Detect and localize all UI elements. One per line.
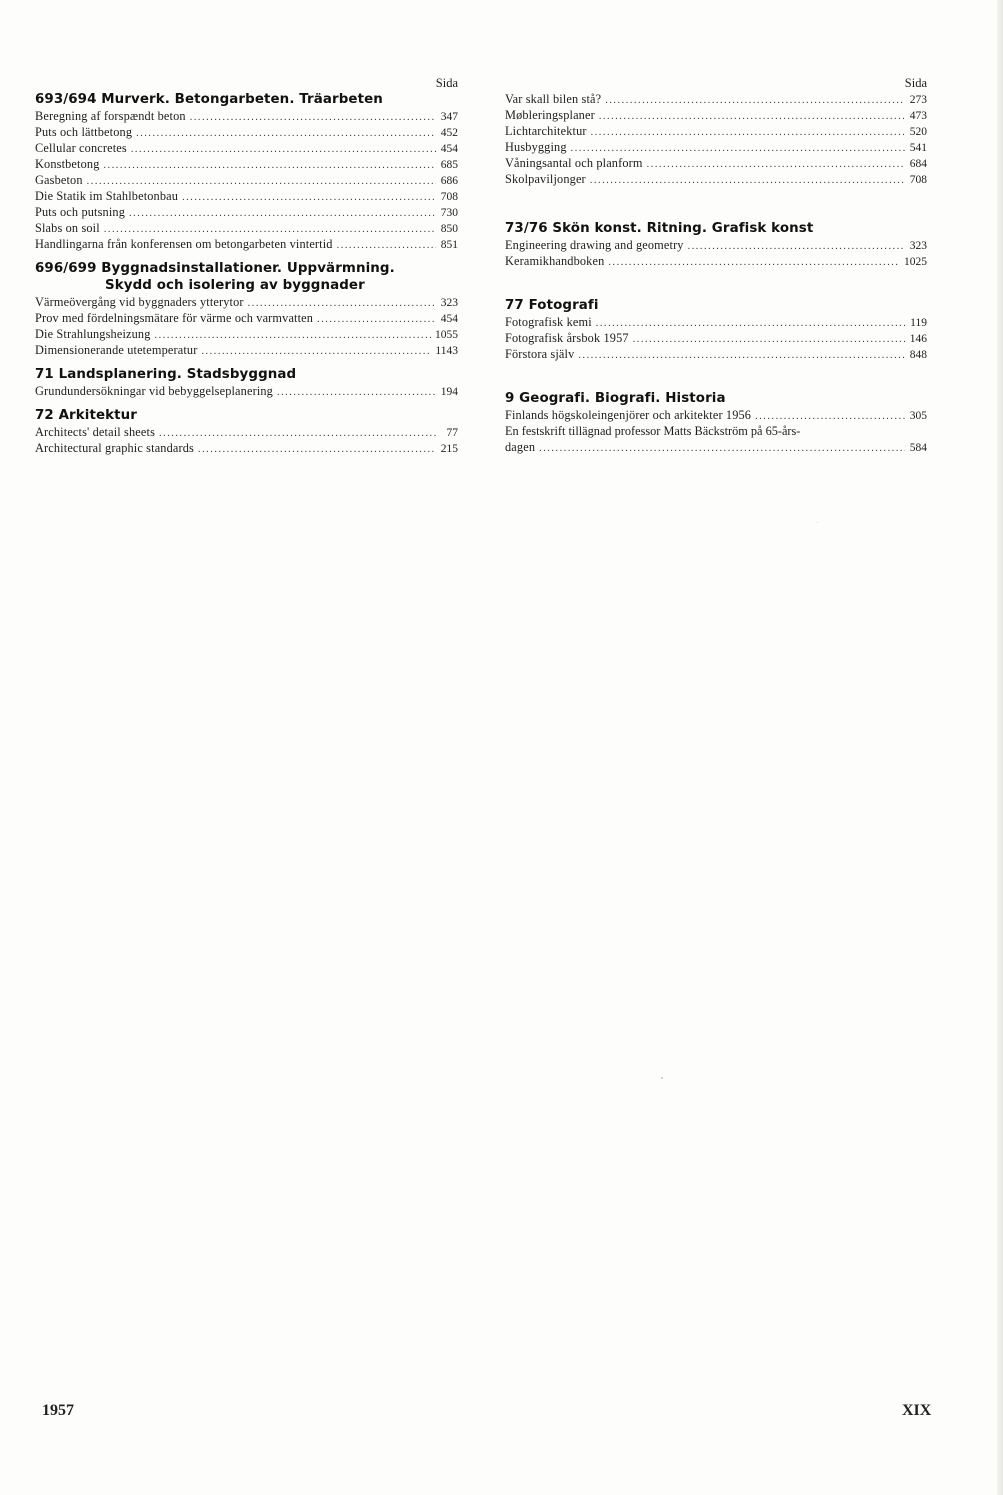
entry-page: 520 bbox=[909, 126, 927, 138]
list-item bbox=[35, 236, 458, 252]
section-heading: 693/694 Murverk. Betongarbeten. Träarbeten bbox=[35, 92, 383, 107]
entry-page: 305 bbox=[909, 410, 927, 422]
paper-speck bbox=[661, 1077, 663, 1079]
spacer bbox=[505, 362, 927, 390]
list-item bbox=[35, 188, 458, 204]
entry-page: 323 bbox=[440, 297, 458, 309]
sida-label: Sida bbox=[435, 76, 458, 90]
heading-line-2: Skydd och isolering av byggnader bbox=[105, 278, 365, 293]
entry-title: Handlingarna från konferensen om betongarbeten vintertid bbox=[35, 237, 333, 251]
list-item bbox=[35, 424, 458, 440]
dot-leader bbox=[87, 174, 436, 188]
entry-title: Konstbetong bbox=[35, 157, 100, 171]
section-77 bbox=[505, 297, 927, 362]
entry-title: Fotografisk årsbok 1957 bbox=[505, 331, 629, 345]
dot-leader bbox=[599, 109, 905, 123]
dot-leader bbox=[688, 239, 905, 253]
entry-title: Puts och putsning bbox=[35, 205, 126, 219]
entry-continuation bbox=[505, 439, 927, 457]
list-item bbox=[505, 346, 927, 362]
section-71 bbox=[35, 366, 458, 399]
paper-speck bbox=[817, 522, 818, 523]
entry-page: 848 bbox=[909, 349, 927, 361]
entry-title: Slabs on soil bbox=[35, 221, 100, 235]
list-item bbox=[35, 108, 458, 124]
entry-page: 684 bbox=[909, 158, 927, 170]
entry-title: Die Strahlungsheizung bbox=[35, 327, 151, 341]
list-item bbox=[35, 294, 458, 310]
list-item bbox=[35, 124, 458, 140]
entry-title: Förstora själv bbox=[505, 347, 575, 361]
list-item bbox=[35, 204, 458, 220]
entry-page: 473 bbox=[909, 110, 927, 122]
dot-leader bbox=[578, 348, 905, 362]
dot-leader bbox=[539, 441, 905, 457]
dot-leader bbox=[155, 328, 431, 342]
section-heading: 72 Arkitektur bbox=[35, 408, 137, 423]
list-item bbox=[505, 423, 927, 457]
section-693-694 bbox=[35, 91, 458, 252]
entry-page: 454 bbox=[440, 143, 458, 155]
section-9 bbox=[505, 390, 927, 457]
dot-leader bbox=[198, 442, 436, 456]
entry-page: 1143 bbox=[435, 345, 458, 357]
entry-page: 1025 bbox=[904, 256, 927, 268]
dot-leader bbox=[248, 296, 436, 310]
entry-title: Var skall bilen stå? bbox=[505, 92, 602, 106]
section-72 bbox=[35, 407, 458, 456]
dot-leader bbox=[131, 142, 436, 156]
entry-page: 323 bbox=[909, 240, 927, 252]
entry-page: 850 bbox=[440, 223, 458, 235]
list-item bbox=[505, 155, 927, 171]
entry-page: 347 bbox=[440, 111, 458, 123]
sida-label: Sida bbox=[904, 76, 927, 90]
list-item bbox=[35, 342, 458, 358]
entry-title-line-1: En festskrift tillägnad professor Matts Bäckström på 65-års- bbox=[505, 424, 801, 438]
entry-page: 273 bbox=[909, 94, 927, 106]
spacer bbox=[505, 187, 927, 220]
list-item bbox=[505, 139, 927, 155]
left-column bbox=[35, 76, 458, 456]
section-heading: 9 Geografi. Biografi. Historia bbox=[505, 391, 726, 406]
list-item bbox=[35, 172, 458, 188]
dot-leader bbox=[755, 409, 905, 423]
entry-page: 708 bbox=[909, 174, 927, 186]
list-item bbox=[505, 123, 927, 139]
entry-title: Die Statik im Stahlbetonbau bbox=[35, 189, 179, 203]
dot-leader bbox=[104, 158, 437, 172]
entry-page: 146 bbox=[909, 333, 927, 345]
section-continued bbox=[505, 91, 927, 187]
entry-title-line-2: dagen bbox=[505, 440, 536, 454]
entry-page: 119 bbox=[910, 317, 927, 329]
entry-page: 194 bbox=[440, 386, 458, 398]
section-heading: 71 Landsplanering. Stadsbyggnad bbox=[35, 367, 297, 382]
dot-leader bbox=[277, 385, 436, 399]
right-column bbox=[505, 76, 927, 457]
entry-page: 584 bbox=[909, 442, 927, 454]
entry-title: Fotografisk kemi bbox=[505, 315, 592, 329]
entry-title: Finlands högskoleingenjörer och arkitekter 1956 bbox=[505, 408, 752, 422]
entry-title: Skolpaviljonger bbox=[505, 172, 586, 186]
entry-title: Engineering drawing and geometry bbox=[505, 238, 684, 252]
list-item bbox=[35, 326, 458, 342]
entry-title: Møbleringsplaner bbox=[505, 108, 595, 122]
dot-leader bbox=[129, 206, 436, 220]
dot-leader bbox=[591, 125, 905, 139]
section-heading bbox=[35, 260, 458, 294]
list-item bbox=[35, 156, 458, 172]
dot-leader bbox=[182, 190, 436, 204]
dot-leader bbox=[596, 316, 905, 330]
section-heading: 77 Fotografi bbox=[505, 298, 599, 313]
spacer bbox=[35, 358, 458, 366]
dot-leader bbox=[337, 238, 436, 252]
entry-page: 541 bbox=[909, 142, 927, 154]
entry-page: 215 bbox=[440, 443, 458, 455]
dot-leader bbox=[136, 126, 436, 140]
dot-leader bbox=[647, 157, 905, 171]
dot-leader bbox=[104, 222, 436, 236]
list-item bbox=[505, 330, 927, 346]
entry-page: 1055 bbox=[435, 329, 458, 341]
entry-title: Lichtarchitektur bbox=[505, 124, 587, 138]
list-item bbox=[505, 253, 927, 269]
list-item bbox=[505, 91, 927, 107]
entry-title: Puts och lättbetong bbox=[35, 125, 133, 139]
entry-title: Architectural graphic standards bbox=[35, 441, 194, 455]
list-item bbox=[35, 220, 458, 236]
dot-leader bbox=[190, 110, 436, 124]
entry-page: 454 bbox=[440, 313, 458, 325]
entry-page: 708 bbox=[440, 191, 458, 203]
entry-page: 730 bbox=[440, 207, 458, 219]
entry-page: 77 bbox=[446, 427, 458, 439]
dot-leader bbox=[633, 332, 905, 346]
entry-title: Beregning af forspændt beton bbox=[35, 109, 186, 123]
list-item bbox=[505, 237, 927, 253]
footer-year: 1957 bbox=[42, 1402, 74, 1419]
entry-title: Gasbeton bbox=[35, 173, 83, 187]
section-73-76 bbox=[505, 220, 927, 269]
dot-leader bbox=[590, 173, 905, 187]
section-696-699 bbox=[35, 260, 458, 358]
list-item bbox=[505, 107, 927, 123]
dot-leader bbox=[571, 141, 905, 155]
list-item bbox=[35, 383, 458, 399]
entry-page: 686 bbox=[440, 175, 458, 187]
entry-title: Keramikhandboken bbox=[505, 254, 605, 268]
footer-page-numeral: XIX bbox=[902, 1402, 932, 1419]
entry-title: Prov med fördelningsmätare för värme och varmvatten bbox=[35, 311, 314, 325]
entry-title: Architects' detail sheets bbox=[35, 425, 156, 439]
list-item bbox=[505, 171, 927, 187]
entry-page: 685 bbox=[440, 159, 458, 171]
section-heading: 73/76 Skön konst. Ritning. Grafisk konst bbox=[505, 221, 814, 236]
spacer bbox=[35, 252, 458, 260]
list-item bbox=[35, 440, 458, 456]
heading-line-1: 696/699 Byggnadsinstallationer. Uppvärmning. bbox=[35, 261, 395, 276]
dot-leader bbox=[608, 255, 900, 269]
entry-page: 851 bbox=[440, 239, 458, 251]
entry-page: 452 bbox=[440, 127, 458, 139]
entry-title: Dimensionerande utetemperatur bbox=[35, 343, 198, 357]
dot-leader bbox=[159, 426, 436, 440]
entry-title: Grundundersökningar vid bebyggelseplanering bbox=[35, 384, 273, 398]
list-item bbox=[35, 310, 458, 326]
entry-title: Våningsantal och planform bbox=[505, 156, 643, 170]
spacer bbox=[35, 399, 458, 407]
dot-leader bbox=[317, 312, 436, 326]
entry-title: Värmeövergång vid byggnaders ytterytor bbox=[35, 295, 244, 309]
list-item bbox=[505, 407, 927, 423]
spacer bbox=[505, 269, 927, 297]
dot-leader bbox=[201, 344, 431, 358]
entry-title: Husbygging bbox=[505, 140, 567, 154]
dot-leader bbox=[605, 93, 905, 107]
entry-title: Cellular concretes bbox=[35, 141, 127, 155]
list-item bbox=[35, 140, 458, 156]
page-edge bbox=[997, 0, 1003, 1495]
list-item bbox=[505, 314, 927, 330]
